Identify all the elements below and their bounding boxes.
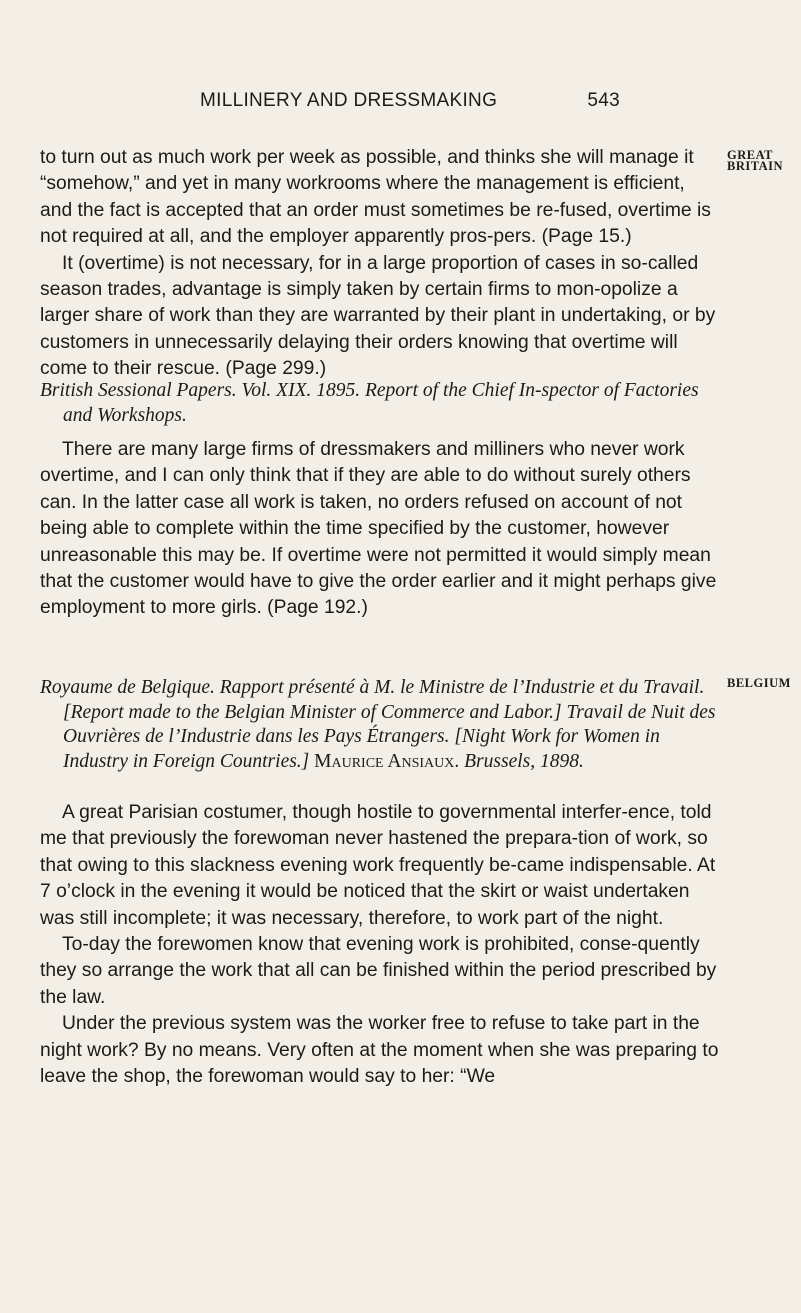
running-title: MILLINERY AND DRESSMAKING	[200, 90, 498, 111]
paragraph: There are many large firms of dressmakers and milliners who never work overtime, and I can only think that if they are able to do without surely others can. In the latter case all work is taken, no orders refused on account of not being able to complete within the time specified by the customer, however unreasonable this may be. If overtime were not permitted it would simply mean that the customer would have to give the order earlier and it might perhaps give employment to more girls. (Page 192.)	[40, 439, 717, 619]
margin-note-great-britain	[727, 150, 797, 172]
margin-note-line: GREAT	[727, 148, 774, 162]
paragraph: Under the previous system was the worker free to refuse to take part in the night work? By no means. Very often at the moment when she was preparing to leave the shop, the forewoman would say to her: “We	[40, 1013, 719, 1088]
section-overtime-quotes	[40, 145, 720, 383]
citation-author: Maurice Ansiaux.	[314, 750, 460, 772]
margin-note-belgium	[727, 678, 797, 689]
citation-text: British Sessional Papers. Vol. XIX. 1895. Report of the Chief In-spector of Factories and Workshops.	[40, 380, 699, 426]
citation-text	[40, 676, 720, 774]
margin-note-line: BRITAIN	[727, 159, 784, 173]
paragraph: It (overtime) is not necessary, for in a large proportion of cases in so-called season trades, advantage is simply taken by certain firms to mon-opolize a larger share of work than they are warranted by their plant in undertaking, or by customers in unnecessarily delaying their orders knowing that overtime will come to their rescue. (Page 299.)	[40, 252, 716, 380]
citation-place-date: Brussels, 1898.	[459, 750, 584, 772]
paragraph: A great Parisian costumer, though hostile to governmental interfer-ence, told me that previously the forewoman never hastened the prepara-tion of work, so that owing to this slackness evening work frequently be-came indispensable. At 7 o’clock in the evening it would be noticed that the skirt or waist undertaken was still incomplete; it was necessary, therefore, to work part of the night.	[40, 802, 716, 929]
section-dressmakers-quote	[40, 437, 720, 622]
citation-british-papers	[40, 379, 720, 428]
paragraph: to turn out as much work per week as possible, and thinks she will manage it “somehow,” and yet in many workrooms where the management is efficient, and the fact is accepted that an order must sometimes be re-fused, overtime is not required at all, and the employer apparently pros-pers. (Page 15.)	[40, 147, 711, 248]
paragraph: To-day the forewomen know that evening work is prohibited, conse-quently they so arrange the work that all can be finished within the period prescribed by the law.	[40, 934, 717, 1008]
citation-title: Royaume de Belgique. Rapport présenté à M. le Ministre de l’Industrie et du Travail. [Report made to the Belgian Minister of Commerce and Labor.] Travail de Nuit des Ouvrières de l’Industrie dans les Pays Étrangers. [Night Work for Women in Industry in Foreign Countries.]	[40, 677, 716, 772]
section-parisian-costumer	[40, 800, 720, 1090]
citation-belgian-report	[40, 676, 720, 774]
page-number: 543	[587, 90, 620, 111]
margin-note-line: BELGIUM	[727, 676, 791, 690]
